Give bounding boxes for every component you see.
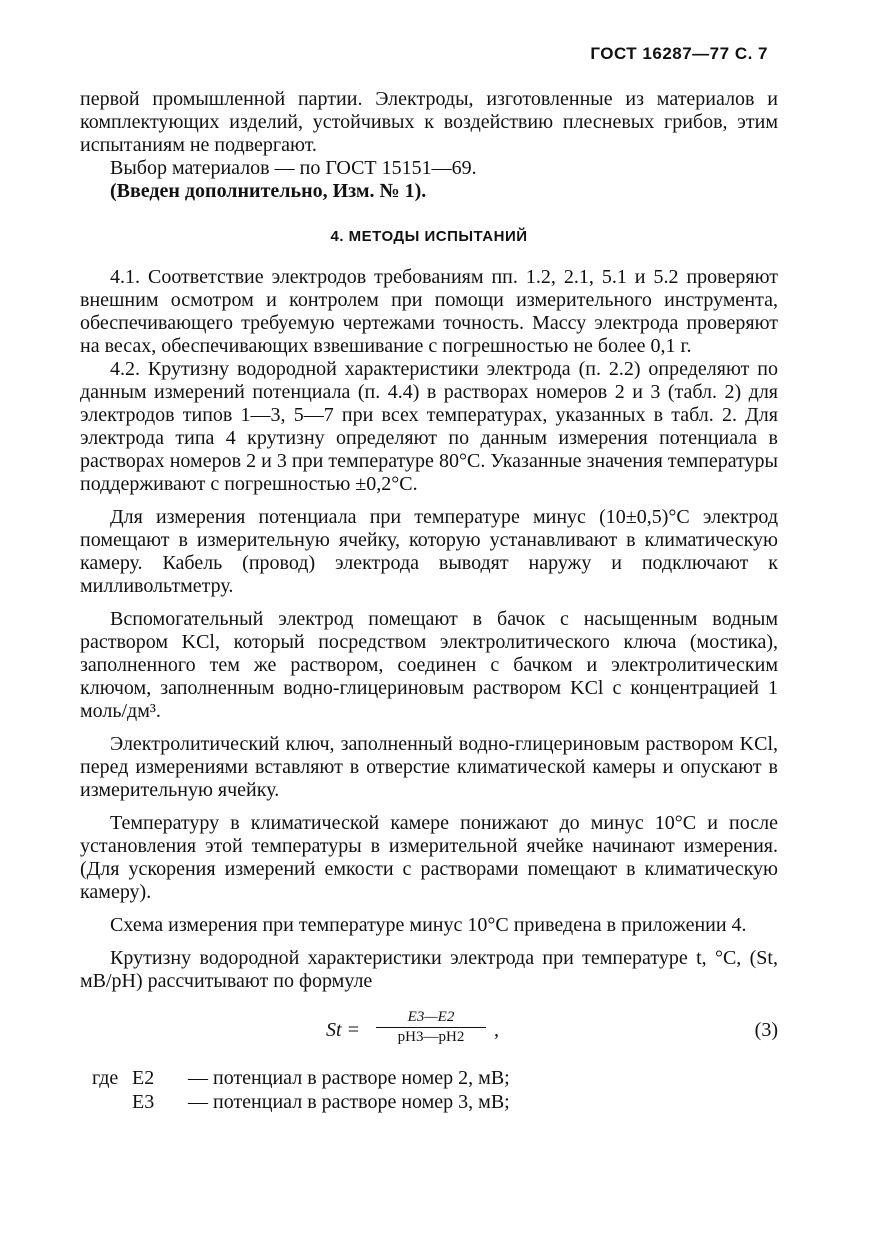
legend-label: где bbox=[92, 1067, 119, 1089]
materials-reference: Выбор материалов — по ГОСТ 15151—69. bbox=[110, 157, 477, 179]
formula-fraction bbox=[376, 1009, 486, 1046]
formula-denominator: pH3—pH2 bbox=[397, 1029, 465, 1045]
formula-number: (3) bbox=[754, 1019, 778, 1041]
legend-symbol-e3: E3 bbox=[132, 1091, 155, 1113]
amendment-note: (Введен дополнительно, Изм. № 1). bbox=[110, 180, 427, 202]
formula-legend bbox=[80, 1067, 778, 1115]
paragraph-low-temp-measurement: Для измерения потенциала при температуре минус (10±0,5)°С электрод помещают в измерительную ячейку, которую устанавливают в климатическую камеру. Кабель (провод) электрода выводят наружу и подключают к милливольтметру. bbox=[80, 506, 778, 597]
paragraph-measurement-scheme: Схема измерения при температуре минус 10°С приведена в приложении 4. bbox=[110, 914, 747, 936]
paragraph-4-2: 4.2. Крутизну водородной характеристики электрода (п. 2.2) определяют по данным измерений потенциала (п. 4.4) в растворах номеров 2 и 3 (табл. 2) для электродов типов 1—3, 5—7 при всех температурах, указанных в табл. 2. Для электрода типа 4 крутизну определяют по данным измерения потенциала в растворах номеров 2 и 3 при температуре 80°С. Указанные значения температуры поддерживают с погрешностью ±0,2°С. bbox=[80, 358, 778, 495]
paragraph-4-1: 4.1. Соответствие электродов требованиям пп. 1.2, 2.1, 5.1 и 5.2 проверяют внешним осмотром и контролем при помощи измерительного инструмента, обеспечивающего требуемую чертежами точность. Массу электрода проверяют на весах, обеспечивающих взвешивание с погрешностью не более 0,1 г. bbox=[80, 266, 778, 357]
formula-lhs: St = bbox=[326, 1019, 361, 1041]
legend-text-e2: — потенциал в растворе номер 2, мВ; bbox=[188, 1067, 510, 1089]
legend-row-e3 bbox=[80, 1091, 778, 1115]
paragraph-auxiliary-electrode: Вспомогательный электрод помещают в бачок с насыщенным водным раствором KCl, который посредством электролитического ключа (мостика), заполненного тем же раствором, соединен с бачком и электролитическим ключом, заполненным водно-глицериновым раствором KCl с концентрацией 1 моль/дм³. bbox=[80, 608, 778, 722]
document-body bbox=[80, 88, 778, 1115]
intro-paragraph: первой промышленной партии. Электроды, изготовленные из материалов и комплектующих изделий, устойчивых к воздействию плесневых грибов, этим испытаниям не подвергают. bbox=[80, 88, 778, 156]
paragraph-temperature-lowering: Температуру в климатической камере понижают до минус 10°С и после установления этой температуры в измерительной ячейке начинают измерения. (Для ускорения измерений емкости с растворами помещают в климатическую камеру). bbox=[80, 812, 778, 903]
legend-text-e3: — потенциал в растворе номер 3, мВ; bbox=[188, 1091, 510, 1113]
formula-numerator: E3—E2 bbox=[376, 1009, 486, 1028]
section-heading: 4. МЕТОДЫ ИСПЫТАНИЙ bbox=[330, 228, 528, 245]
formula-3 bbox=[80, 1009, 778, 1055]
legend-symbol-e2: E2 bbox=[132, 1067, 155, 1089]
page-header: ГОСТ 16287—77 С. 7 bbox=[590, 44, 768, 63]
paragraph-electrolytic-key: Электролитический ключ, заполненный водно-глицериновым раствором KCl, перед измерениями вставляют в отверстие климатической камеры и опускают в измерительную ячейку. bbox=[80, 733, 778, 801]
paragraph-slope-formula-intro: Крутизну водородной характеристики электрода при температуре t, °С, (St, мВ/pH) рассчитывают по формуле bbox=[80, 947, 778, 992]
legend-row-e2 bbox=[80, 1067, 778, 1091]
formula-comma: , bbox=[494, 1019, 499, 1041]
